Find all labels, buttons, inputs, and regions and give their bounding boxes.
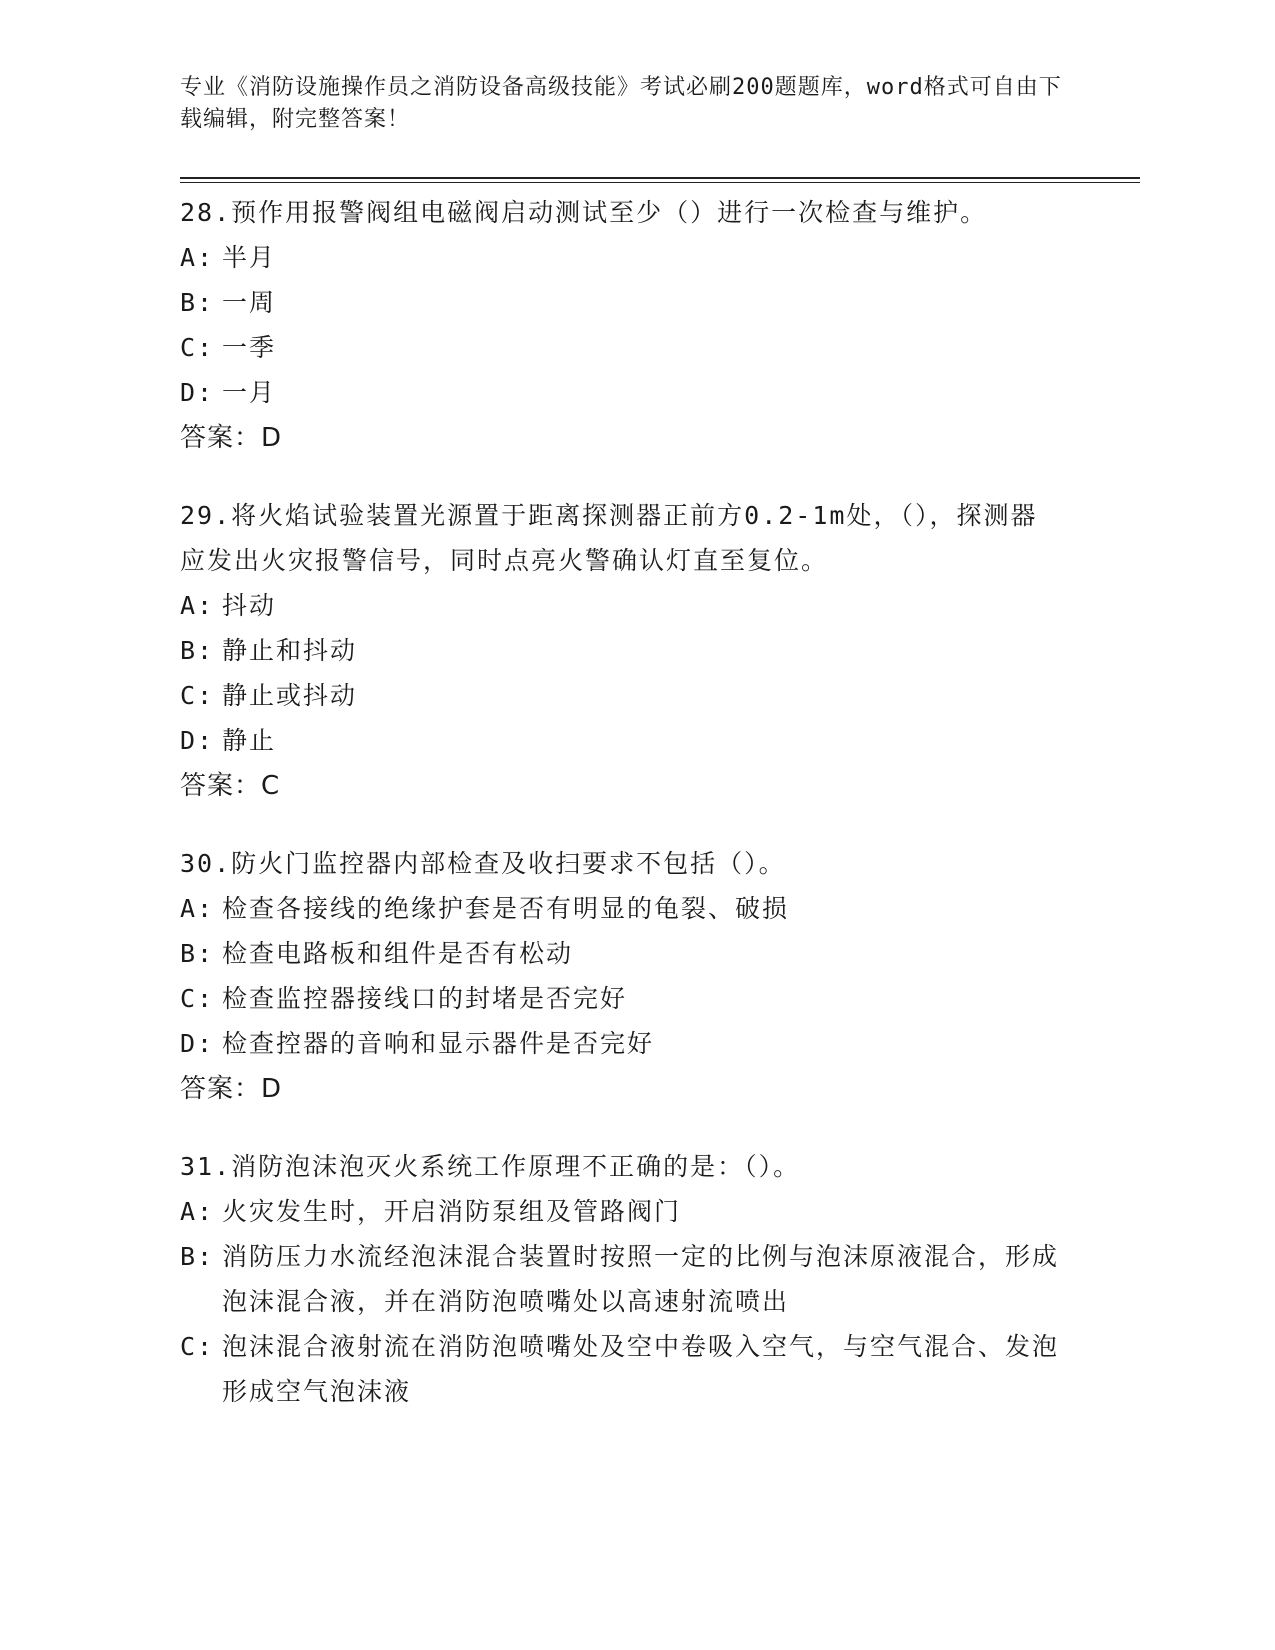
option-label: D: [180,1029,215,1058]
option-text: 泡沫混合液射流在消防泡喷嘴处及空中卷吸入空气，与空气混合、发泡形成空气泡沫液 [222,1332,1060,1406]
option-c [180,673,1060,718]
option-b [180,1234,1060,1324]
option-d [180,370,1060,415]
option-a [180,235,1060,280]
option-text: 静止或抖动 [222,681,358,710]
option-a [180,1189,1060,1234]
option-c [180,976,1060,1021]
option-label: A: [180,591,215,620]
option-label: B: [180,288,215,317]
document-header-title: 专业《消防设施操作员之消防设备高级技能》考试必刷200题题库，word格式可自由下载编辑，附完整答案！ [180,75,1062,132]
question-stem: 29.将火焰试验装置光源置于距离探测器正前方0.2-1m处，（），探测器应发出火灾报警信号，同时点亮火警确认灯直至复位。 [180,501,1038,575]
option-text: 静止 [222,726,277,755]
option-label: A: [180,243,215,272]
option-text: 半月 [222,243,277,272]
option-text: 火灾发生时，开启消防泵组及管路阀门 [222,1197,682,1226]
option-text: 检查电路板和组件是否有松动 [222,939,574,968]
option-a [180,583,1060,628]
question-30 [180,841,1060,1112]
option-text: 抖动 [222,591,277,620]
answer-line: 答案：D [180,423,283,453]
question-29 [180,493,1060,809]
option-b [180,280,1060,325]
option-c [180,1324,1060,1414]
option-text: 静止和抖动 [222,636,358,665]
option-label: B: [180,939,215,968]
question-list [180,190,1060,1446]
option-text: 一月 [222,378,277,407]
option-label: C: [180,1332,215,1361]
header-divider-thin [180,182,1140,183]
option-label: C: [180,681,215,710]
option-label: D: [180,726,215,755]
option-text: 检查监控器接线口的封堵是否完好 [222,984,628,1013]
question-28 [180,190,1060,461]
question-stem: 31.消防泡沫泡灭火系统工作原理不正确的是：（）。 [180,1152,801,1181]
option-text: 消防压力水流经泡沫混合装置时按照一定的比例与泡沫原液混合，形成泡沫混合液，并在消防泡喷嘴处以高速射流喷出 [222,1242,1060,1316]
answer-line: 答案：D [180,1074,283,1104]
question-31 [180,1144,1060,1414]
header-divider-thick [180,177,1140,179]
question-stem: 28.预作用报警阀组电磁阀启动测试至少（）进行一次检查与维护。 [180,198,988,227]
option-text: 检查控器的音响和显示器件是否完好 [222,1029,655,1058]
option-label: C: [180,984,215,1013]
option-b [180,931,1060,976]
answer-line: 答案：C [180,771,281,801]
question-stem: 30.防火门监控器内部检查及收扫要求不包括（）。 [180,849,786,878]
option-label: D: [180,378,215,407]
option-text: 一季 [222,333,277,362]
option-label: A: [180,894,215,923]
option-text: 一周 [222,288,277,317]
option-label: B: [180,636,215,665]
option-b [180,628,1060,673]
option-label: B: [180,1242,215,1271]
option-label: A: [180,1197,215,1226]
option-d [180,1021,1060,1066]
option-text: 检查各接线的绝缘护套是否有明显的龟裂、破损 [222,894,790,923]
option-d [180,718,1060,763]
option-label: C: [180,333,215,362]
option-c [180,325,1060,370]
option-a [180,886,1060,931]
